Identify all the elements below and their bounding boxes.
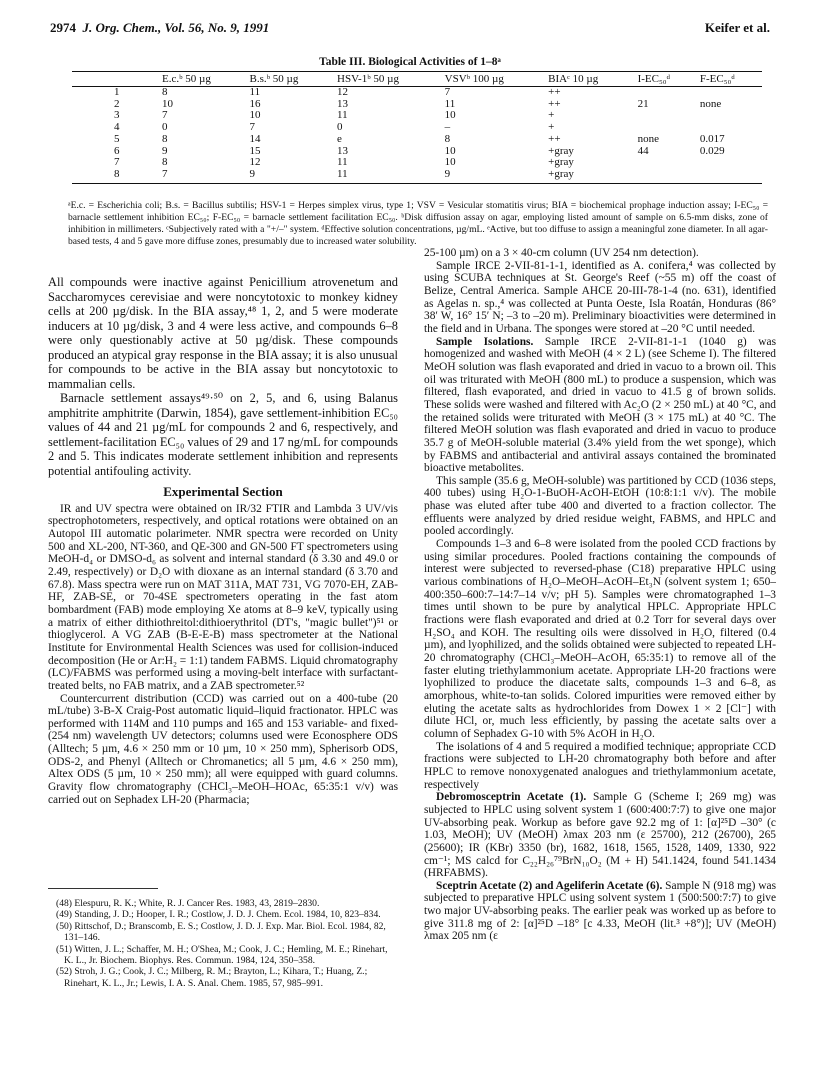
table-cell: 8	[72, 169, 158, 183]
table-cell: 11	[249, 86, 261, 98]
left-column	[48, 275, 398, 806]
table-cell: 0	[162, 121, 168, 134]
table-header-cell: B.s.ᵇ 50 µg	[246, 72, 334, 87]
paragraph-text: Sample G (Scheme I; 269 mg) was subjected to HPLC using solvent system 1 (600:400:7:7) to give one major UV-absorbing peak. Workup as before gave 92.2 mg of 1: [α]²⁵D –30° (c 1.03, MeOH); UV (MeOH) λmax 203 nm (ε 25700), 212 (26700), 265 (25600); IR (KBr) 3350 (br), 1682, 1618, 1565, 1528, 1409, 1330, 922 cm⁻¹; MS calcd for C₂₂H₂₆⁷⁹BrN₁₀O₂ (M + H) 541.1424, found 541.1434 (HRFABMS).	[424, 791, 776, 880]
table-cell: 11	[333, 169, 441, 183]
reference-item: (50) Rittschof, D.; Branscomb, E. S.; Costlow, J. D. J. Exp. Mar. Biol. Ecol. 1984, 82, 131–146.	[56, 920, 386, 944]
table-header-cell	[72, 72, 158, 87]
table-cell: 13	[337, 97, 349, 110]
table-cell: +	[548, 109, 555, 122]
table-row	[72, 99, 762, 111]
table-cell: ++	[548, 132, 561, 145]
reference-item: (48) Elespuru, R. K.; White, R. J. Cancer Res. 1983, 43, 2819–2830.	[56, 898, 320, 909]
table-cell: none	[699, 97, 722, 110]
paragraph-compounds: Compounds 1–3 and 6–8 were isolated from the pooled CCD fractions by using similar procedures. Pooled fractions containing the compounds of interest were subjected to reversed-phase (C18) preparative HPLC using various combinations of H₂O–MeOH–AcOH–Et₃N (solvent system 1; 650–400:350–600:7–14:7–14 v/v; pH 5). Samples were chromatographed 1–3 times until shown to be pure by analytical HPLC. Appropriate HPLC fractions were flash evaporated and dried at 0.2 Torr for several days over H₂SO₄ and KOH. The resulting oils were dissolved in H₂O, filtered (0.4 µm), and lyophilized, and the solids obtained were subjected to repeated LH-20 chromatography (CHCl₃–MeOH–AcOH, 65:35:1) to remove all of the faster eluting triethylammonium acetate. Appropriate LH-20 fractions were lyophilized to produce the diacetate salts, compounds 1–3 and 6–8, as amorphous, white-to-tan solids. Colored impurities were removed either by eluting the acetate salts as hydrochlorides from Dowex 1 × 2 [Cl⁻] with dilute HCl, or, much less efficiently, by passing the acetate salts over a column of Sephadex G-10 with 5% AcOH in H₂O.	[424, 538, 776, 740]
right-column	[424, 247, 776, 943]
table-cell: 10	[444, 109, 456, 122]
table-cell: 11	[444, 97, 456, 110]
table-row	[72, 169, 762, 183]
table-cell: 10	[162, 97, 173, 110]
table-cell: 10	[444, 156, 456, 169]
paragraph-chromatography: Countercurrent distribution (CCD) was carried out on a 400-tube (20 mL/tube) 3-B-X Craig-Post automatic liquid–liquid fractionator. HPLC was performed with 114M and 110 pumps and 165 and 153 variable- and fixed-(254 nm) wavelength UV detectors; columns used were Econosphere ODS (Alltech; 5 µm, 4.6 × 250 mm or 10 µm, 10 × 250 mm), Spherisorb ODS, ODS-2, and Phenyl (Alltech or Chromanetics; all 5 µm, 4.6 × 250 mm), Altex ODS (5 µm, 10 × 250 mm); all were equipped with guard columns. Gravity flow chromatography (CHCl₃–MeOH–HOAc, 65:35:1 v/v) was carried out on Sephadex LH-20 (Pharmacia;	[48, 692, 398, 806]
table-cell	[634, 110, 696, 122]
table-cell: 10	[249, 109, 261, 122]
table-header-row	[72, 72, 762, 87]
header-authors: Keifer et al.	[704, 20, 770, 35]
table-cell: 12	[337, 86, 349, 98]
table-row	[72, 110, 762, 122]
table-cell: 8	[162, 132, 168, 145]
table-cell: 8	[162, 156, 168, 169]
paragraph-sample-isolations	[424, 336, 776, 475]
table-footnote: ᵃE.c. = Escherichia coli; B.s. = Bacillus subtilis; HSV-1 = Herpes simplex virus, type 1; VSV = Vesicular stomatitis virus; BIA = biochemical prophage induction assay; I-EC₅₀ = barnacle settlement inhibition EC₅₀; F-EC₅₀ = barnacle settlement facilitation EC₅₀. ᵇDisk diffusion assay on agar, employing listed amount of sample on 6.5-mm disks, zone of inhibition in millimeters. ᶜSubjectively rated with a "+/–" system. ᵈEffective solution concentrations, µg/mL. ᵉActive, but too diffuse to assign a meaningful zone diameter. In all agar-based tests, 4 and 5 gave more diffuse zones, presumably due to increased water solubility.	[68, 200, 768, 247]
table-header-cell: E.c.ᵇ 50 µg	[158, 72, 246, 87]
table-cell: 13	[337, 144, 349, 157]
table-row	[72, 146, 762, 158]
page-number: 2974	[50, 20, 76, 35]
header-left	[50, 20, 269, 36]
table-row	[72, 87, 762, 99]
paragraph-samples: Sample IRCE 2-VII-81-1-1, identified as A. conifera,⁴ was collected by using SCUBA techniques at St. George's Reef (~55 m) off the coast of Belize, Central America. Sample AHCE 20-III-78-1-4 (no. 631), identified as Agelas n. sp.,⁴ was collected at Punta Oeste, Isla Roatán, Honduras (86° 38′ W, 16° 15′ N; –3 to –20 m). Preliminary bioactivities were determined in the field and in Urbana. The sponges were stored at –20 °C until needed.	[424, 259, 776, 335]
table-cell: 15	[249, 144, 261, 157]
table-cell: 8	[162, 86, 168, 98]
table-cell	[696, 169, 762, 183]
paragraph-isolations-4-5: The isolations of 4 and 5 required a modified technique; appropriate CCD fractions were subjected to LH-20 chromatography both before and after HPLC to remove nonoxygenated analogues and triethylammonium acetate, respectively	[424, 740, 776, 791]
biological-activities-table	[72, 71, 762, 184]
table-cell: 9	[441, 169, 545, 183]
table-cell	[696, 157, 762, 169]
table-cell: 10	[444, 144, 456, 157]
paragraph-barnacle: Barnacle settlement assays⁴⁹·⁵⁰ on 2, 5, and 6, using Balanus amphitrite amphitrite (Darwin, 1854), gave settlement-inhibition EC₅₀ values of 44 and 21 µg/mL for compounds 2 and 6, respectively, and settlement-facilitation EC₅₀ values of 29 and 17 ng/mL for compounds 2 and 5. This indicates moderate settlement inhibition and represents potential antifouling activity.	[48, 391, 398, 478]
table-cell: 11	[337, 109, 348, 122]
table-cell: ++	[548, 97, 561, 110]
table-cell: 9	[162, 144, 168, 157]
table-body	[72, 87, 762, 184]
table-cell: –	[444, 121, 451, 134]
run-in-heading: Debromosceptrin Acetate (1).	[436, 791, 587, 804]
table-cell: 21	[637, 97, 649, 110]
table-cell: 12	[249, 156, 261, 169]
table-cell: 7	[249, 121, 256, 134]
table-header-cell: VSVᵇ 100 µg	[441, 72, 545, 87]
table-cell: 0.029	[699, 144, 725, 157]
table-cell: 11	[337, 156, 348, 169]
table-cell: 4	[114, 121, 120, 134]
reference-item: (49) Standing, J. D.; Hooper, I. R.; Costlow, J. D. J. Chem. Ecol. 1984, 10, 823–834.	[56, 909, 381, 921]
table-cell: +gray	[548, 156, 574, 169]
reference-item: (51) Witten, J. L.; Schaffer, M. H.; O'Shea, M.; Cook, J. C.; Hemling, M. E.; Rinehart, K. L., Jr. Biochem. Biophys. Res. Commun. 1984, 124, 350–358.	[56, 943, 388, 967]
paragraph-bioactivity: All compounds were inactive against Penicillium atrovenetum and Saccharomyces cerevisiae and were noncytotoxic to monkey kidney cells at 200 µg/disk. In the BIA assay,⁴⁸ 1, 2, and 5 were moderate inducers at 10 µg/disk, 3 and 4 were less active, and compounds 6–8 were only questionably active at 50 µg/disk. These compounds produced an atypical gray response in the BIA assay; it is also unusual for compounds to be active in the BIA assay but noncytotoxic to mammalian cells.	[48, 275, 398, 391]
table-cell: 5	[114, 132, 120, 145]
paragraph-instruments: IR and UV spectra were obtained on IR/32 FTIR and Lambda 3 UV/vis spectrophotometers, respectively, and optical rotations were obtained on an Autopol III automatic polarimeter. NMR spectra were recorded on Unity 500 and XL-200, NT-360, and QE-300 and GN-500 FT spectrometers using MeOH-d₄ or DMSO-d₆ as solvent and internal standard (δ 3.30 and 49.0 or 2.49, respectively) or D₂O with dioxane as an internal standard (δ 3.70 and 67.8). Mass spectra were run on MAT 311A, MAT 731, VG 7070-EH, ZAB-HF, ZAB-SE, or 70-4SE spectrometers operating in the fast atom bombardment (FAB) mode employing Xe atoms at 8–9 keV, typically using a matrix of either dithiothreitol:dithioerythritol (DT's, "magic bullet")⁵¹ or thioglycerol. A VG ZAB (B-E-E-B) mass spectrometer at the National Institute for Environmental Health Sciences was used for collision-induced decomposition (He or Ar:H₂ = 1:1) tandem FABMS. Liquid chromatography (LC)/FABMS was performed using a moving-belt interface with surfactant-treated belts, no FAB matrix, and a ZAB spectrometer.⁵²	[48, 502, 398, 692]
table-cell: ++	[548, 86, 561, 98]
paragraph-text: Sample N (918 mg) was subjected to preparative HPLC using solvent system 1 (500:500:7:7) to give two major UV-absorbing peaks. The earlier peak was worked up as before to give 311.8 mg of 2: [α]²⁵D –18° [c 4.33, MeOH (lit.³ +8°)]; UV (MeOH) λmax 205 nm (ε	[424, 879, 776, 943]
paragraph-ccd: This sample (35.6 g, MeOH-soluble) was partitioned by CCD (1036 steps, 400 tubes) using H₂O-1-BuOH-AcOH-EtOH (10:8:1:1 v/v). The mobile phase was eluted after tube 400 and diverted to a fraction collector. The effluents were analyzed by dried residue weight, FABMS, and HPLC and pooled accordingly.	[424, 474, 776, 538]
table-row	[72, 157, 762, 169]
table-cell: 8	[444, 132, 451, 145]
table-cell: 3	[114, 109, 120, 122]
table-cell: 9	[246, 169, 334, 183]
table-header-cell: BIAᶜ 10 µg	[544, 72, 633, 87]
paragraph-text: Sample IRCE 2-VII-81-1-1 (1040 g) was homogenized and washed with MeOH (4 × 2 L) (see Scheme I). The filtered MeOH solution was flash evaporated and dried in vacuo to a brown oil. This oil was triturated with MeOH (800 mL) to produce a suspension, which was filtered, flash evaporated, and dried in vacuo to 41.5 g of brown solids. These solids were washed and filtered with Ac₂O (2 × 250 mL) at 40 °C, and the retained solids were triturated with MeOH (3 × 175 mL) at 40 °C. The filtered MeOH solution was flash evaporated and dried in vacuo to produce 35.7 g of MeOH-soluble material (3.4% yield from the wet sponge), which by FABMS and antibacterial and antiviral assays contained the brominated bioactive metabolites.	[424, 335, 776, 475]
table-cell	[634, 157, 696, 169]
table-cell: 0.017	[699, 132, 725, 145]
table-cell: 14	[249, 132, 261, 145]
table-cell: 7	[158, 169, 246, 183]
table-row	[72, 134, 762, 146]
paragraph-debromosceptrin	[424, 791, 776, 880]
table-cell: none	[637, 132, 659, 145]
table-cell: 16	[249, 97, 261, 110]
reference-item: (52) Stroh, J. G.; Cook, J. C.; Milberg, R. M.; Brayton, L.; Kihara, T.; Huang, Z.; Rinehart, K. L., Jr.; Lewis, I. A. S. Anal. Chem. 1985, 57, 985–991.	[56, 966, 368, 989]
table-cell: +	[548, 121, 555, 134]
table-cell	[696, 110, 762, 122]
running-header	[50, 20, 770, 40]
table-cell: 2	[114, 97, 120, 110]
run-in-heading: Sceptrin Acetate (2) and Ageliferin Acetate (6).	[436, 879, 663, 892]
table-cell	[634, 169, 696, 183]
table-cell: +gray	[544, 169, 633, 183]
table-cell	[634, 87, 696, 99]
reference-list	[48, 898, 398, 989]
table-cell: +gray	[548, 144, 574, 157]
section-title: Experimental Section	[163, 484, 283, 499]
journal-citation: J. Org. Chem., Vol. 56, No. 9, 1991	[82, 20, 270, 35]
table-cell: 7	[444, 86, 451, 98]
table-caption: Table III. Biological Activities of 1–8ᵃ	[319, 56, 501, 68]
table-cell: 1	[114, 86, 120, 98]
table-cell: 44	[637, 144, 649, 157]
run-in-heading: Sample Isolations.	[436, 335, 534, 348]
footnote-rule	[48, 888, 158, 889]
table-cell: e	[337, 132, 342, 145]
table-cell: 6	[114, 144, 120, 157]
table-cell: 7	[162, 109, 168, 122]
paragraph-column-cont: 25-100 µm) on a 3 × 40-cm column (UV 254 nm detection).	[424, 247, 699, 259]
table-header-cell: I-EC₅₀ᵈ	[634, 72, 696, 87]
paragraph-sceptrin	[424, 880, 776, 943]
table-cell: 7	[114, 156, 120, 169]
table-header-cell: F-EC₅₀ᵈ	[696, 72, 762, 87]
table-header-cell: HSV-1ᵇ 50 µg	[333, 72, 441, 87]
table-cell	[696, 87, 762, 99]
table-cell: 0	[337, 121, 343, 134]
